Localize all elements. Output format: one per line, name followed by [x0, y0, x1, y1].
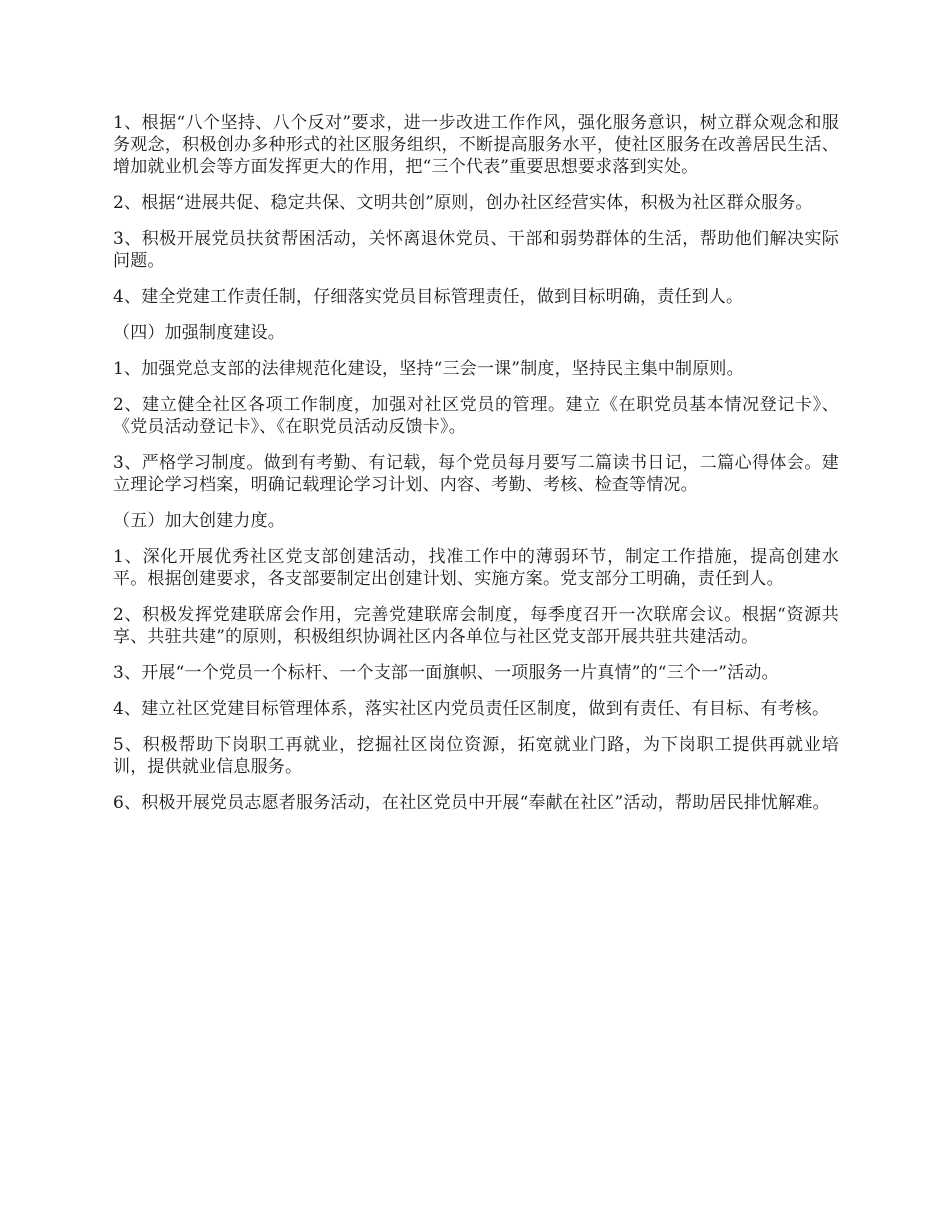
section-heading-5: （五）加大创建力度。 — [113, 511, 285, 531]
paragraph-3: 3、积极开展党员扶贫帮困活动，关怀离退休党员、干部和弱势群体的生活，帮助他们解决实际问题。 — [113, 229, 839, 271]
paragraph-13: 6、积极开展党员志愿者服务活动，在社区党员中开展“奉献在社区”活动，帮助居民排忧解难。 — [113, 793, 830, 813]
paragraph-8: 1、深化开展优秀社区党支部创建活动，找准工作中的薄弱环节，制定工作措施，提高创建水平。根据创建要求，各支部要制定出创建计划、实施方案。党支部分工明确，责任到人。 — [113, 547, 839, 589]
paragraph-4: 4、建全党建工作责任制，仔细落实党员目标管理责任，做到目标明确，责任到人。 — [113, 287, 744, 307]
paragraph-12: 5、积极帮助下岗职工再就业，挖掘社区岗位资源，拓宽就业门路，为下岗职工提供再就业培训，提供就业信息服务。 — [113, 735, 839, 777]
paragraph-7: 3、严格学习制度。做到有考勤、有记载，每个党员每月要写二篇读书日记，二篇心得体会。建立理论学习档案，明确记载理论学习计划、内容、考勤、考核、检查等情况。 — [113, 453, 839, 495]
document-body — [113, 112, 839, 828]
paragraph-9: 2、积极发挥党建联席会作用，完善党建联席会制度，每季度召开一次联席会议。根据“资源共享、共驻共建”的原则，积极组织协调社区内各单位与社区党支部开展共驻共建活动。 — [113, 605, 839, 647]
paragraph-11: 4、建立社区党建目标管理体系，落实社区内党员责任区制度，做到有责任、有目标、有考核。 — [113, 699, 830, 719]
section-heading-4: （四）加强制度建设。 — [113, 323, 285, 343]
paragraph-1: 1、根据“八个坚持、八个反对”要求，进一步改进工作作风，强化服务意识，树立群众观念和服务观念，积极创办多种形式的社区服务组织，不断提高服务水平，使社区服务在改善居民生活、增加就业机会等方面发挥更大的作用，把“三个代表”重要思想要求落到实处。 — [113, 113, 839, 177]
paragraph-10: 3、开展“一个党员一个标杆、一个支部一面旗帜、一项服务一片真情”的“三个一”活动。 — [113, 663, 779, 683]
paragraph-2: 2、根据“进展共促、稳定共保、文明共创”原则，创办社区经营实体，积极为社区群众服务。 — [113, 193, 813, 213]
paragraph-6: 2、建立健全社区各项工作制度，加强对社区党员的管理。建立《在职党员基本情况登记卡》、《党员活动登记卡》、《在职党员活动反馈卡》。 — [113, 395, 839, 437]
paragraph-5: 1、加强党总支部的法律规范化建设，坚持“三会一课”制度，坚持民主集中制原则。 — [113, 359, 744, 379]
